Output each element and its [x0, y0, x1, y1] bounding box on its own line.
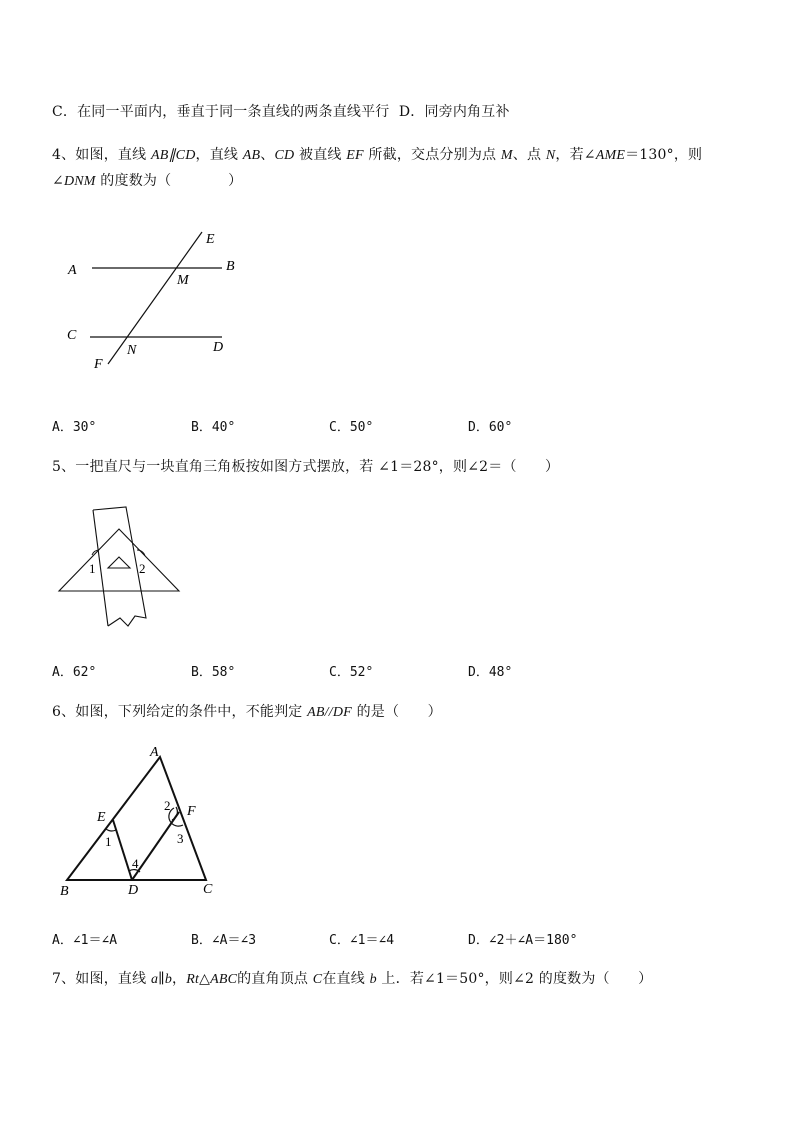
q4-option-c[interactable]: C．50°: [329, 420, 374, 435]
q4-text: 、: [260, 147, 275, 163]
q7-rt: Rt: [186, 972, 200, 987]
q6-angle-1-arc: [106, 829, 116, 831]
q4-text: ，若∠: [555, 147, 596, 163]
q4-option-b[interactable]: B．40°: [191, 420, 236, 435]
q6-label-e: E: [97, 810, 106, 825]
q4-line-cd: CD: [274, 148, 295, 163]
q6-option-a[interactable]: A．∠1＝∠A: [52, 933, 118, 948]
q4-label-n: N: [127, 343, 137, 358]
q4-option-a[interactable]: A．30°: [52, 420, 97, 435]
q4-point-n: N: [545, 148, 556, 163]
q6-label-4: 4: [132, 856, 139, 871]
q7-line-a: a: [150, 972, 159, 987]
q7-text: ∥: [158, 971, 165, 987]
q6-label-f: F: [187, 804, 196, 819]
q4-text: ，直线: [195, 147, 243, 163]
q6-option-c[interactable]: C．∠1＝∠4: [329, 933, 395, 948]
q7-point-c: C: [312, 972, 323, 987]
q5-option-b[interactable]: B．58°: [191, 665, 236, 680]
q5-option-a[interactable]: A．62°: [52, 665, 97, 680]
q4-text: ∠: [52, 173, 64, 189]
q4-option-d[interactable]: D．60°: [468, 420, 513, 435]
q7-text: 的直角顶点: [237, 971, 313, 987]
q4-text: 4、如图，直线: [52, 147, 151, 163]
q6-label-a: A: [150, 745, 159, 760]
q4-label-b: B: [226, 259, 235, 274]
q6-label-d: D: [128, 883, 139, 898]
q6-label-2: 2: [164, 798, 171, 813]
q6-segment-df: [132, 812, 179, 880]
q7-text: 7、如图，直线: [52, 971, 151, 987]
q7-stem: [52, 968, 652, 988]
q7-text: 在直线: [322, 971, 370, 987]
q4-text: 的度数为（ ）: [95, 173, 243, 189]
q4-label-a: A: [68, 263, 77, 278]
q7-triangle-abc: ABC: [210, 972, 238, 987]
q4-text: 、点: [512, 147, 546, 163]
q7-text: 上．若∠1＝50°，则∠2 的度数为（ ）: [376, 971, 653, 987]
q3-option-c: C．在同一平面内，垂直于同一条直线的两条直线平行: [52, 104, 390, 120]
q4-line-ef: EF: [346, 148, 364, 163]
q4-point-m: M: [500, 148, 513, 163]
q6-label-3: 3: [177, 831, 184, 846]
q7-text: △: [199, 971, 211, 987]
q6-parallel-ab-df: AB//DF: [307, 705, 352, 720]
q5-option-d[interactable]: D．48°: [468, 665, 513, 680]
q4-angle-ame: AME: [595, 148, 626, 163]
q6-text: 6、如图，下列给定的条件中，不能判定: [52, 704, 308, 720]
q6-label-c: C: [203, 882, 213, 897]
q7-line-b: b: [164, 972, 173, 987]
q4-parallel-ab-cd: AB∥CD: [150, 148, 196, 163]
q4-text: 所截，交点分别为点: [363, 147, 501, 163]
q7-line-b-ref: b: [369, 972, 377, 987]
q6-label-1: 1: [105, 834, 112, 849]
q5-option-c[interactable]: C．52°: [329, 665, 374, 680]
q4-line-ab: AB: [242, 148, 261, 163]
q7-text: ，: [172, 971, 187, 987]
q4-angle-dnm: DNM: [63, 174, 96, 189]
q5-stem: 5、一把直尺与一块直角三角板按如图方式摆放，若 ∠1＝28°，则∠2＝（ ）: [52, 459, 560, 475]
q5-label-2: 2: [139, 561, 146, 576]
q4-label-c: C: [67, 328, 77, 343]
q4-label-e: E: [206, 232, 215, 247]
q6-text: 的是（ ）: [351, 704, 442, 720]
q4-label-m: M: [177, 273, 189, 288]
q5-label-1: 1: [89, 561, 96, 576]
q4-text: ＝130°，则: [625, 147, 703, 163]
q3-option-d: D．同旁内角互补: [398, 104, 510, 120]
q6-option-b[interactable]: B．∠A＝∠3: [191, 933, 257, 948]
q6-label-b: B: [60, 884, 69, 899]
q6-option-d[interactable]: D．∠2＋∠A＝180°: [468, 933, 578, 948]
q4-label-d: D: [213, 340, 224, 355]
q4-text: 被直线: [294, 147, 347, 163]
q4-label-f: F: [94, 357, 103, 372]
